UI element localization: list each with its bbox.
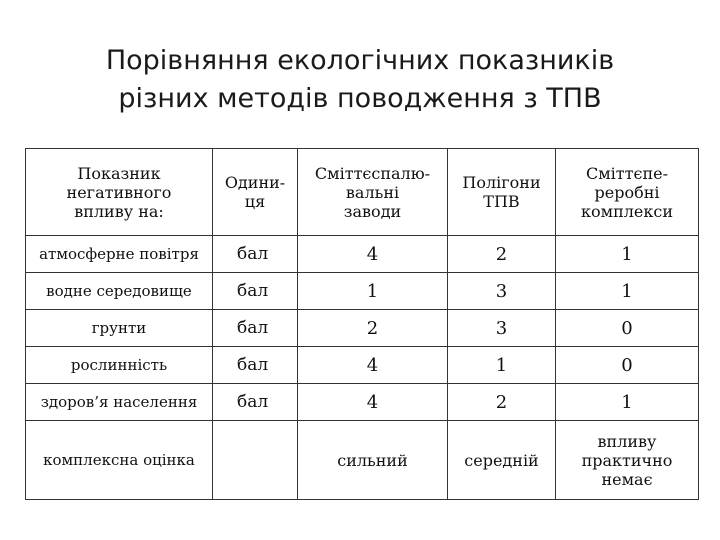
summary-unit-cell bbox=[213, 421, 298, 500]
row-indicator-cell: рослинність bbox=[26, 347, 213, 384]
row-indicator-cell: атмосферне повітря bbox=[26, 236, 213, 273]
table-row bbox=[26, 273, 699, 310]
row-value-incineration: 2 bbox=[298, 310, 448, 347]
row-value-landfills: 2 bbox=[448, 384, 556, 421]
table-header-row bbox=[26, 149, 699, 236]
summary-value-processing: впливу практично немає bbox=[556, 421, 699, 500]
row-indicator-cell: грунти bbox=[26, 310, 213, 347]
row-value-processing: 1 bbox=[556, 384, 699, 421]
slide-title bbox=[0, 42, 720, 118]
row-value-landfills: 3 bbox=[448, 310, 556, 347]
table-row bbox=[26, 310, 699, 347]
row-unit-cell: бал bbox=[213, 310, 298, 347]
row-unit-cell: бал bbox=[213, 273, 298, 310]
row-unit-cell: бал bbox=[213, 384, 298, 421]
comparison-table bbox=[25, 148, 699, 500]
row-value-incineration: 4 bbox=[298, 384, 448, 421]
row-value-incineration: 4 bbox=[298, 236, 448, 273]
row-value-landfills: 3 bbox=[448, 273, 556, 310]
row-value-incineration: 4 bbox=[298, 347, 448, 384]
row-value-landfills: 1 bbox=[448, 347, 556, 384]
row-unit-cell: бал bbox=[213, 236, 298, 273]
header-indicator: Показник негативного впливу на: bbox=[26, 149, 213, 236]
summary-value-landfills: середній bbox=[448, 421, 556, 500]
summary-value-incineration: сильний bbox=[298, 421, 448, 500]
row-value-processing: 0 bbox=[556, 347, 699, 384]
row-indicator-cell: здоров’я населення bbox=[26, 384, 213, 421]
title-line-2: різних методів поводження з ТПВ bbox=[118, 83, 602, 114]
title-line-1: Порівняння екологічних показників bbox=[105, 45, 615, 76]
row-value-processing: 1 bbox=[556, 273, 699, 310]
row-indicator-cell: водне середовище bbox=[26, 273, 213, 310]
header-landfills: Полігони ТПВ bbox=[448, 149, 556, 236]
summary-row bbox=[26, 421, 699, 500]
summary-indicator-cell: комплексна оцінка bbox=[26, 421, 213, 500]
row-value-landfills: 2 bbox=[448, 236, 556, 273]
table-row bbox=[26, 384, 699, 421]
row-unit-cell: бал bbox=[213, 347, 298, 384]
table-row bbox=[26, 347, 699, 384]
row-value-processing: 1 bbox=[556, 236, 699, 273]
header-incineration-plants: Сміттєспалю- вальні заводи bbox=[298, 149, 448, 236]
row-value-incineration: 1 bbox=[298, 273, 448, 310]
table-row bbox=[26, 236, 699, 273]
header-unit: Одини- ця bbox=[213, 149, 298, 236]
row-value-processing: 0 bbox=[556, 310, 699, 347]
header-processing-complexes: Сміттєпе- реробні комплекси bbox=[556, 149, 699, 236]
